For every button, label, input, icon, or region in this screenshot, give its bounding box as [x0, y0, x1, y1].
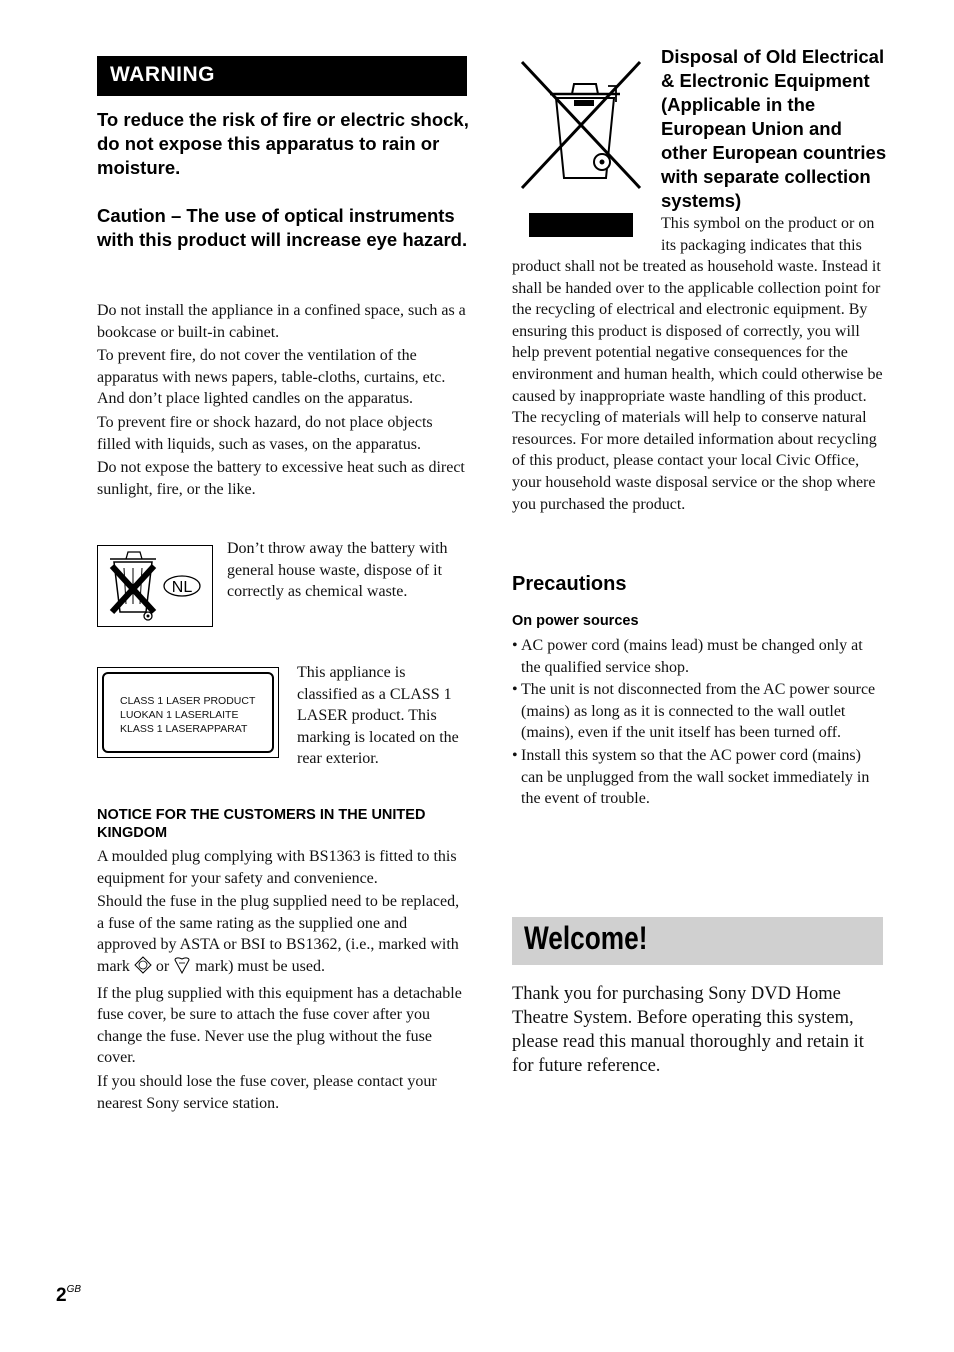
paragraph: To prevent fire or shock hazard, do not place objects filled with liquids, such as vases, on the apparatus.: [97, 413, 433, 453]
nl-label: NL: [171, 579, 193, 596]
disposal-heading: Disposal of Old Electrical & Electronic Equipment (Applicable in the European Union and other European countries with separate collection systems): [661, 46, 887, 211]
welcome-text: Thank you for purchasing Sony DVD Home Theatre System. Before operating this system, please read this manual thoroughly and retain it for future reference.: [512, 984, 864, 1076]
crossed-bin-icon: [518, 58, 644, 208]
asta-mark-icon: [134, 956, 152, 981]
laser-label-line: KLASS 1 LASERAPPARAT: [120, 723, 248, 735]
risk-statement: To reduce the risk of fire or electric shock, do not expose this apparatus to rain or moisture.: [97, 109, 469, 178]
safety-paragraphs: [97, 300, 469, 502]
laser-label-line: LUOKAN 1 LASERLAITE: [120, 709, 239, 721]
power-sources-list: [512, 635, 886, 811]
list-item: • The unit is not disconnected from the AC power source (mains) as long as it is connected to the wall outlet (mains), even if the unit itself has been turned off.: [512, 679, 886, 744]
laser-text: This appliance is classified as a CLASS 1 LASER product. This marking is located on the rear exterior.: [297, 664, 459, 768]
uk-notice-body: [97, 846, 469, 1116]
battery-text: Don’t throw away the battery with general house waste, dispose of it correctly as chemical waste.: [227, 540, 448, 601]
warning-label: WARNING: [110, 63, 215, 86]
caution-statement: Caution – The use of optical instruments with this product will increase eye hazard.: [97, 205, 468, 250]
paragraph: If the plug supplied with this equipment has a detachable fuse cover, be sure to attach the fuse cover after you change the fuse. Never use the plug without the fuse cover.: [97, 984, 462, 1067]
fuse-text-part: Should the fuse in the plug supplied need to be replaced, a fuse of the same rating as the supplied one and approved by ASTA or BSI to BS1362, (i.e., marked with mark: [97, 893, 460, 975]
warning-banner: [97, 56, 467, 96]
laser-product-label: [97, 667, 279, 758]
precautions-heading: Precautions: [512, 573, 627, 595]
uk-notice-heading: NOTICE FOR THE CUSTOMERS IN THE UNITED KINGDOM: [97, 807, 426, 841]
disposal-text-top: This symbol on the product or on its packaging indicates that this: [661, 215, 875, 254]
paragraph: If you should lose the fuse cover, please contact your nearest Sony service station.: [97, 1072, 437, 1112]
power-sources-heading: On power sources: [512, 613, 639, 629]
paragraph: [97, 891, 469, 980]
list-item: • Install this system so that the AC power cord (mains) can be unplugged from the wall socket immediately in the event of trouble.: [512, 745, 886, 810]
disposal-text: product shall not be treated as household waste. Instead it shall be handed over to the applicable collection point for the recycling of electrical and electronic equipment. By ensuring this product is disposed of correctly, you will help prevent potential negative consequences for the environment and human health, which could otherwise be caused by inappropriate waste handling of this product. The recycling of materials will help to conserve natural resources. For more detailed information about recycling of this product, please contact your local Civic Office, your household waste disposal service or the shop where you purchased the product.: [512, 258, 883, 513]
page-number-suffix: GB: [66, 1283, 82, 1295]
fuse-text-part: mark) must be used.: [195, 957, 325, 975]
laser-label-line: CLASS 1 LASER PRODUCT: [120, 695, 256, 707]
page-number-value: 2: [56, 1285, 67, 1306]
battery-bin-icon: [97, 545, 213, 627]
paragraph: Do not expose the battery to excessive heat such as direct sunlight, fire, or the like.: [97, 459, 465, 498]
paragraph: Do not install the appliance in a confined space, such as a bookcase or built-in cabinet.: [97, 302, 466, 341]
weee-black-bar: [529, 213, 633, 237]
list-item: • AC power cord (mains lead) must be changed only at the qualified service shop.: [512, 635, 886, 678]
paragraph: A moulded plug complying with BS1363 is fitted to this equipment for your safety and convenience.: [97, 848, 457, 887]
paragraph: To prevent fire, do not cover the ventilation of the apparatus with news papers, table-cloths, curtains, etc. And don’t place lighted candles on the apparatus.: [97, 347, 446, 408]
page-number: [56, 1285, 81, 1307]
bsi-mark-icon: [173, 956, 191, 981]
fuse-text-or: or: [155, 957, 170, 975]
welcome-heading: Welcome!: [524, 920, 648, 956]
welcome-banner: [512, 917, 883, 965]
